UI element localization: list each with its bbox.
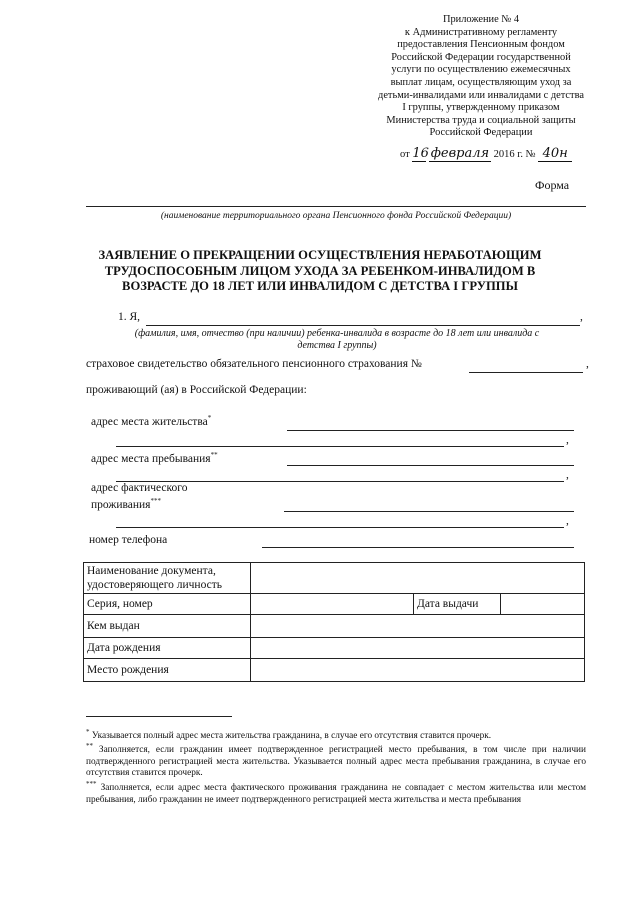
territorial-body-caption: (наименование территориального органа Пенсионного фонда Российской Федерации) [160,211,512,221]
footnote-ref: * [207,414,212,422]
identity-document-table [83,562,585,682]
doc-name-label-cell [84,563,251,594]
order-number: 40н [538,146,572,162]
title-line: ТРУДОСПОСОБНЫМ ЛИЦОМ УХОДА ЗА РЕБЕНКОМ-ИНВАЛИДОМ В [104,263,536,278]
fio-caption-line: (фамилия, имя, отчество (при наличии) ребенка-инвалида в возрасте до 18 лет или инвалида с [134,328,540,339]
issued-by-label: Кем выдан [84,615,251,638]
title-line: ЗАЯВЛЕНИЕ О ПРЕКРАЩЕНИИ ОСУЩЕСТВЛЕНИЯ НЕРАБОТАЮЩИМ [98,248,542,262]
appendix-line: выплат лицам, осуществляющим уход за [390,76,572,88]
date-prefix: от [400,149,410,160]
fio-caption-line: детства I группы) [297,340,377,351]
residing-label: проживающий (ая) в Российской Федерации: [86,384,307,396]
appendix-line: Российской Федерации государственной [391,51,571,63]
birth-place-input[interactable] [251,659,585,682]
comma: , [580,311,583,323]
address-residence-field-2[interactable] [116,446,564,447]
appendix-line: к Административному регламенту [404,26,558,38]
address-actual-field[interactable] [284,511,574,512]
birth-place-label: Место рождения [84,659,251,682]
footnote-mark: ** [86,742,93,750]
birth-date-input[interactable] [251,638,585,659]
doc-name-label: удостоверяющего личность [87,579,222,591]
doc-name-label: Наименование документа, [87,565,216,577]
fio-field[interactable] [146,325,580,326]
address-actual-text: проживания [91,498,151,511]
footnote-separator [86,716,232,717]
appendix-line: предоставления Пенсионным фондом [397,39,565,51]
footnote-text: Заполняется, если адрес места фактического проживания гражданина не совпадает с местом жительства или местом пребывания, либо гражданин не имеет подтвержденного регистрацией места жительства и места пребывания [86,783,586,805]
footnote-mark: *** [86,780,97,788]
page-title [60,248,580,295]
table-row [84,615,585,638]
address-stay-text: адрес места пребывания [91,452,211,465]
title-line: ВОЗРАСТЕ ДО 18 ЛЕТ ИЛИ ИНВАЛИДОМ С ДЕТСТВА I ГРУППЫ [122,279,518,293]
footnote-mark: * [86,728,90,736]
address-actual-label-line2 [91,497,161,511]
phone-field[interactable] [262,547,574,548]
footnote-3 [86,779,586,806]
birth-date-label: Дата рождения [84,638,251,659]
address-stay-label [91,451,218,465]
phone-label: номер телефона [89,534,168,546]
insurance-number-field[interactable] [469,372,583,373]
address-residence-label [91,414,211,428]
appendix-line: I группы, утвержденному приказом [402,102,560,114]
address-residence-text: адрес места жительства [91,415,208,428]
order-date-line [400,146,572,162]
appendix-line: Приложение № 4 [442,14,520,25]
comma: , [566,469,569,481]
series-number-input[interactable] [251,594,414,615]
appendix-line: Министерства труда и социальной защиты [386,114,576,126]
appendix-line: Российской Федерации [429,127,533,139]
table-row [84,594,585,615]
footnote-text: Указывается полный адрес места жительства гражданина, в случае его отсутствия ставится прочерк. [91,731,492,742]
series-number-label: Серия, номер [84,594,251,615]
table-row [84,563,585,594]
date-month: февраля [430,146,490,161]
form-label: Форма [535,178,570,192]
address-stay-field[interactable] [287,465,574,466]
footnote-2 [86,741,586,780]
issued-by-input[interactable] [251,615,585,638]
footnote-text: Заполняется, если гражданин имеет подтвержденное регистрацией место пребывания, в том числе при наличии подтвержденного регистрацией места жительства. Указывается полный адрес места пребывания гражданина, в случае его отсутствия ставится прочерк. [86,745,586,779]
appendix-line: детьми-инвалидами или инвалидами с детства [378,89,584,101]
doc-name-input[interactable] [251,563,585,594]
footnote-ref: ** [210,451,218,459]
address-actual-field-2[interactable] [116,527,564,528]
date-year: 2016 г. № [493,149,536,160]
comma: , [566,434,569,446]
footnote-ref: *** [150,497,161,505]
issue-date-input[interactable] [501,594,585,615]
address-actual-label-line1: адрес фактического [91,482,188,494]
territorial-body-field[interactable] [86,206,586,207]
comma: , [566,515,569,527]
comma: , [586,358,589,370]
date-day: 16 [412,146,429,161]
table-row [84,638,585,659]
address-residence-field[interactable] [287,430,574,431]
insurance-label: страховое свидетельство обязательного пенсионного страхования № [86,358,422,370]
appendix-line: услуги по осуществлению ежемесячных [391,64,571,76]
issue-date-label: Дата выдачи [414,594,501,615]
item1-label: 1. Я, [118,311,141,323]
appendix-block [356,14,606,140]
table-row [84,659,585,682]
